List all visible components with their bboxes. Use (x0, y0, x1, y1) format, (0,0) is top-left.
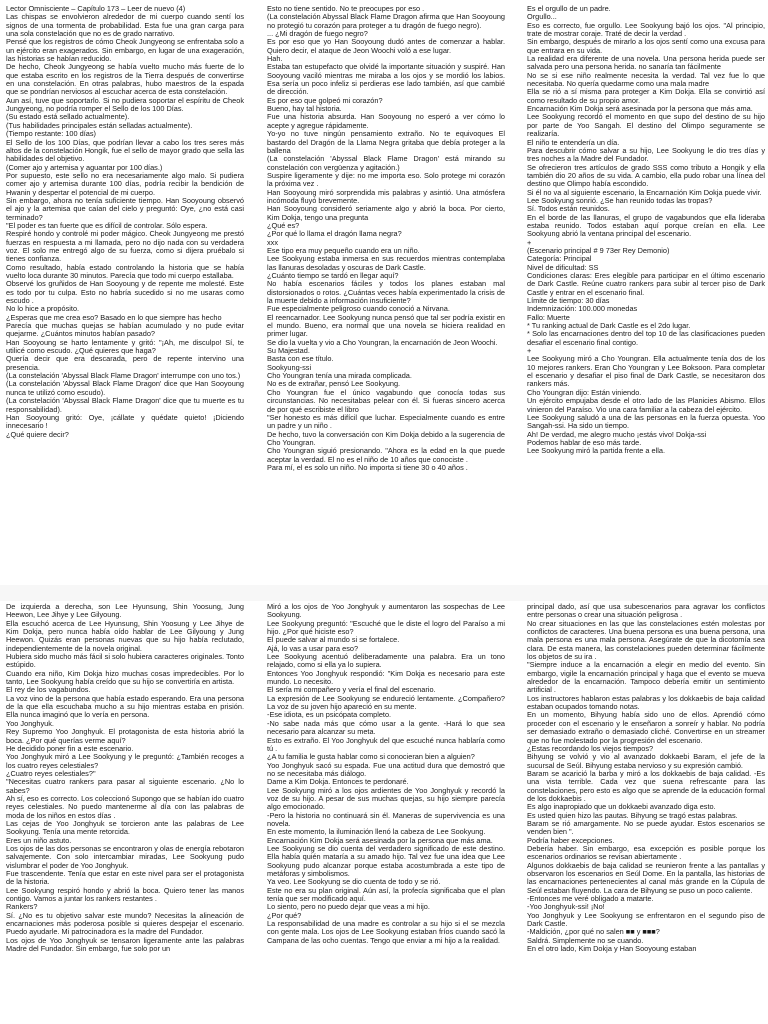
paragraph: Orgullo... (527, 12, 557, 22)
paragraph: Cho Youngran siguió presionando. "Ahora es la edad en la que puede aceptar la verdad. El no es el niño de 10 años que conociste . (267, 446, 505, 464)
paragraph: Lee Sookyung saludó a una de las personas en la fuerza opuesta. Yoo Sangah-ssi. Ha sido un tiempo. (527, 412, 765, 431)
paragraph: Lee Sookyung acentuó deliberadamente una palabra. Era un tono relajado, como si ella ya lo supiera. (267, 652, 505, 670)
paragraph: Un ejército empujaba desde el otro lado de las Planicies Abismo. Ellos vinieron del Paraíso. Vio una cara familiar a la cabeza del ejército. (527, 396, 765, 414)
paragraph: Sí. ¿No es tu objetivo salvar este mundo? Necesitas la alineación de encarnaciones más poderosa posible si quieres despejar el escenario. Puedo ayudarle. Mi patrocinadora es la madre del Fundador. (6, 910, 244, 937)
paragraph: El rey de los vagabundos. (6, 685, 91, 695)
paragraph: Fue una historia absurda. Han Sooyoung no esperó a ver cómo lo acepte y agregue rápidamente. (267, 112, 505, 130)
paragraph: Baram se rió amargamente. No se puede ayudar. Estos escenarios se venden bien ". (527, 818, 765, 837)
paragraph: Baram se acarició la barba y miró a los dokkaebis de baja calidad. -Es una vista terrible. Cada vez que suena refrescante para las constelaciones, pero esto es algo que se aprende de la educación formal de los dokkaebis . (527, 768, 765, 803)
paragraph: De hecho, Cheok Jungyeong se había vuelto mucho más fuerte de lo que estaba escrito en los registros de la Tierra después de convertirse en una constelación. En otras palabras, hubo maestros de la espada que se pondrían nerviosos al escuchar acerca de esta constelación. (6, 62, 244, 97)
paragraph: Los instructores hablaron estas palabras y los dokkaebis de baja calidad estaban ocupados tomando notas. (527, 693, 765, 712)
paragraph: Ella se rió a sí misma para proteger a Kim Dokja. Ella se convirtió así como resultado de su propio amor. (527, 87, 765, 105)
paragraph: De izquierda a derecha, son Lee Hyunsung, Shin Yoosung, Jung Heewon, Lee Jihye y Lee Gilyoung. (6, 603, 244, 620)
paragraph: (La constelación 'Abyssal Black Flame Dragon' interrumpe con uno tos.) (6, 371, 241, 381)
paragraph: + (527, 346, 532, 356)
paragraph: Sí. Todos están reunidos. (527, 204, 610, 214)
paragraph: Han Sooyoung se harto lentamente y gritó: "¡Ah, me disculpo! Sí, te utilicé como escudo. ¿Qué quieres que haga? (6, 337, 244, 356)
paragraph: Entonces Yoo Jonghyuk respondió: "Kim Dokja es necesario para este mundo. Lo necesito. (267, 668, 505, 687)
paragraph: (Escenario principal # 9 73er Rey Demonio) (527, 245, 670, 255)
paragraph: Lee Sookyung sonrió. ¿Se han reunido todas las tropas? (527, 195, 713, 205)
paragraph: * Tu ranking actual de Dark Castle es el 2do lugar. (527, 321, 691, 331)
paragraph: Este no era su plan original. Aún así, la profecía significaba que el plan tenía que ser modificado aquí. (267, 885, 505, 904)
paragraph: Podría haber excepciones. (527, 835, 615, 845)
paragraph: + (527, 237, 532, 247)
bottom-column-1 (6, 603, 244, 1021)
paragraph: * Solo las encarnaciones dentro del top 10 de las clasificaciones pueden desafiar el escenario final contigo. (527, 329, 765, 347)
paragraph: Para mí, el es solo un niño. No importa si tiene 30 o 40 años . (267, 462, 468, 472)
paragraph: Ah sí, eso es correcto. Los coleccionó Supongo que se habían ido cuatro reyes celestiales. No puedo mantenerme al día con las palabras de moda de los niños en estos días . (6, 793, 244, 820)
paragraph: Eres un niño astuto. (6, 835, 72, 845)
paragraph: Ajá, lo vas a usar para eso? (267, 643, 359, 653)
paragraph: -Yoo Jonghyuk-ssi! ¡No! (527, 902, 605, 912)
paragraph: Observé los gruñidos de Han Sooyoung y de repente me molesté. Este es todo por tu culpa. Esto no habría sucedido si no me usaras como escudo . (6, 279, 244, 306)
paragraph: Ya veo. Lee Sookyung se dio cuenta de todo y se rió. (267, 877, 441, 887)
paragraph: Condiciones claras: Eres elegible para participar en el último escenario de Dark Castle. Reúne cuatro rankers para subir al tercer piso de Dark Castle y entrar en el escenario final. (527, 271, 765, 297)
paragraph: Yo-yo no tuve ningún pensamiento extraño. No te equivoques El bastardo del Dragón de la Llama Negra gritaba que debía proteger a la ballena (267, 129, 505, 155)
paragraph: Pensé que los registros de cómo Cheok Jungyeong se enfrentaba solo a un ejército eran exagerados. Sin embargo, en lugar de una exageración, las historias se habían reducido. (6, 37, 244, 64)
paragraph: Los ojos de las dos personas se encontraron y olas de energía rebotaron salvajemente. Con solo intercambiar miradas, Lee Sookyung pudo vislumbrar el poder de Yoo Jonghyuk. (6, 843, 244, 870)
paragraph: Encarnación Kim Dokja será asesinada por la persona que más ama. (527, 104, 753, 114)
paragraph: Sookyung-ssi (267, 362, 312, 372)
paragraph: (Tus habilidades principales están selladas actualmente). (6, 120, 193, 130)
paragraph: ¿Por qué lo llama el dragón llama negra? (267, 229, 402, 239)
bottom-column-2 (267, 603, 505, 1021)
paragraph: -No sabe nada más que cómo usar a la gente. -Hará lo que sea necesario para alcanzar su meta. (267, 718, 505, 737)
paragraph: "Necesitas cuatro rankers para pasar al siguiente escenario. ¿No lo sabes? (6, 777, 244, 795)
paragraph: Han Sooyoung consideró seriamente algo y abrió la boca. Por cierto, Kim Dokja, tengo una pregunta (267, 204, 505, 222)
paragraph: (Tiempo restante: 100 días) (6, 129, 96, 139)
paragraph: Lee Sookyung respiró hondo y abrió la boca. Quiero tener las manos contigo. Vamos a juntar los rankers restantes . (6, 885, 244, 904)
paragraph: Respiré hondo y controlé mi poder mágico. Cheok Jungyeong me prestó fuerzas en respuesta a mi llamada, pero no dijo nada con su verdadera voz. El solo me entregó algo de su fuerza, como si dijera pruébalo si tienes confianza. (6, 229, 244, 264)
bottom-column-3 (527, 603, 765, 1021)
paragraph: Las chispas se envolvieron alrededor de mi cuerpo cuando sentí los signos de una tormenta de probabilidad. Esta fue una gran carga para una sola constelación que no es de grado narrativo. (6, 12, 244, 39)
paragraph: Dame a Kim Dokja. Entonces te perdonaré. (267, 777, 409, 787)
paragraph: Es usted quien hizo las pautas. Bihyung se tragó estas palabras. (527, 810, 738, 820)
paragraph: xxx (267, 237, 279, 247)
paragraph: Límite de tiempo: 30 días (527, 296, 610, 306)
paragraph: No es de extrañar, pensó Lee Sookyung. (267, 379, 401, 389)
paragraph: Bueno, hay tal historia. (267, 104, 342, 114)
paragraph: Miró a los ojos de Yoo Jonghyuk y aumentaron las sospechas de Lee Sookyung. (267, 603, 505, 620)
paragraph: principal dado, así que usa subescenarios para agravar los conflictos entre personas o crear una situación peligrosa . (527, 603, 765, 620)
paragraph: El Sello de los 100 Días, que podrían llevar a cabo los tres seres más altos de la constelación Hongik, fue el sello de mayor grado que sella las habilidades del objetivo. (6, 137, 244, 164)
paragraph: -Pero la historia no continuará sin él. Maneras de supervivencia es una novela. (267, 810, 505, 828)
paragraph: Su Majestad. (267, 346, 310, 356)
paragraph: Sin embargo, ahora no tenía suficiente tiempo. Han Sooyoung observó el ajo y la artemisa que caían del cielo y preguntó: Oye, ¿no está casi terminado? (6, 195, 244, 222)
paragraph: ¿Qué es? (267, 220, 300, 230)
paragraph: Los ojos de Yoo Jonghyuk se tensaron ligeramente ante las palabras Madre del Fundador. Sin embargo, fue solo por un (6, 935, 244, 954)
paragraph: Eso es correcto, fue orgullo. Lee Sookyung bajó los ojos. "Al principio, trate de mostrar coraje. Traté de decir la verdad . (527, 20, 765, 39)
paragraph: Se ofrecieron tres artículos de grado SSS como tributo a Hongik y ella también dio 20 años de su vida. A cambio, ella pudo robar una línea del destino que Olimpo había escondido. (527, 162, 765, 189)
paragraph: Lee Sookyung miró la partida frente a ella. (527, 446, 665, 456)
paragraph: Cuando era niño, Kim Dokja hizo muchas cosas impredecibles. Por lo tanto, Lee Sookyung había creído que su hijo se convertiría en artista. (6, 668, 244, 687)
paragraph: Para descubrir cómo salvar a su hijo, Lee Sookyung le dio tres días y tres noches a la Madre del Fundador. (527, 145, 765, 164)
paragraph: La responsabilidad de una madre es controlar a su hijo si el se mezcla con gente mala. Los ojos de Lee Sookyung estaban fríos cuando sacó la Campana de las ocho cuentas. Tengo que enviar a mi hijo a la realidad. (267, 919, 505, 945)
paragraph: Bihyung se volvió y vio al avanzado dokkaebi Baram, el jefe de la sucursal de Seúl. Bihyung estaba nervioso y su expresión cambió. (527, 752, 765, 770)
paragraph: Ah! De verdad, me alegro mucho ¡estás vivo! Dokja-ssi (527, 429, 707, 439)
paragraph: ¿Estas recordando los viejos tiempos? (527, 743, 654, 753)
paragraph: Ella escuchó acerca de Lee Hyunsung, Shin Yoosung y Lee Jihye de Kim Dokja, pero nunca había oído hablar de Lee Gilyoung y Jung Heewon. Quizás eran personas nuevas que su hijo había reclutado, independientemente de la novela original. (6, 618, 244, 653)
top-column-3 (527, 5, 765, 580)
paragraph: Nivel de dificultad: SS (527, 262, 599, 272)
paragraph: No se si ese niño realmente necesita la verdad. Tal vez fue lo que necesitaba. No quería quedarme como una mala madre (527, 70, 765, 89)
paragraph: No crear situaciones en las que las constelaciones estén molestas por conflictos de caracteres. Una buena persona es una buena persona, una mala persona es una mala persona. Asegúrate de que la dicotomía sea clara. De esta manera, las constelaciones pueden determinar fácilmente los objetos de su ira . (527, 618, 765, 662)
paragraph: Podemos hablar de eso más tarde. (527, 437, 642, 447)
paragraph: Lee Sookyung miró a Cho Youngran. Ella actualmente tenía dos de los 10 mejores rankers. Eran Cho Youngran y Lee Boksoon. Para completar el escenario y desafiar el piso final de Dark Castle, se necesitaron dos rankers más. (527, 354, 765, 389)
paragraph: ... ¿Mi dragón de fuego negro? (267, 29, 368, 39)
paragraph: Lee Sookyung miró a los ojos ardientes de Yoo Jonghyuk y recordó la voz de su hijo. A pesar de sus muchas quejas, su hijo siempre parecía algo emocionado. (267, 785, 505, 812)
paragraph: Fue trascendente. Tenía que estar en este nivel para ser el protagonista de la historia. (6, 869, 244, 887)
paragraph: ¿Por qué? (267, 910, 302, 920)
paragraph: Yoo Jonghyuk miró a Lee Sookyung y le preguntó: ¿También recoges a los cuatro reyes celestiales? (6, 752, 244, 770)
paragraph: Es por eso que golpeó mi corazón? (267, 95, 383, 105)
paragraph: Basta con ese título. (267, 354, 334, 364)
paragraph: No había escenarios fáciles y todos los planes estaban mal distorsionados o rotos. ¿Cuántas veces había experimentado la crisis de la muerte debido a información insuficiente? (267, 279, 505, 306)
paragraph: "Ser honesto es más difícil que luchar. Especialmente cuando es entre un padre y un niño . (267, 412, 505, 431)
paragraph: Cho Youngran fue el único vagabundo que conocía todas sus circunstancias. No necesitabas pelear con él. Si fueras sincero acerca de por qué escribiste el libro (267, 387, 505, 414)
paragraph: Categoría: Principal (527, 254, 592, 264)
page-separator (0, 585, 768, 601)
paragraph: La expresión de Lee Sookyung se endureció lentamente. ¿Compañero? La voz de su joven hijo apareció en su mente. (267, 693, 505, 712)
paragraph: La realidad era diferente de una novela. Una persona herida puede ser salvada pero una persona herida. no sanaría tan fácilmente (527, 54, 765, 72)
paragraph: Esto no tiene sentido. No te preocupes por eso . (267, 5, 425, 13)
paragraph: ¿Qué quiere decir? (6, 429, 69, 439)
paragraph: Es el orgullo de un padre. (527, 5, 611, 13)
paragraph: Indemnización: 100.000 monedas (527, 304, 638, 314)
paragraph: ¿A tu familia le gusta hablar como si conocieran bien a alguien? (267, 752, 475, 762)
paragraph: ¿Cuatro reyes celestiales?" (6, 768, 96, 778)
paragraph: El niño te entendería un día. (527, 137, 620, 147)
paragraph: El reencarnador. Lee Sookyung nunca pensó que tal ser podría existir en el mundo. Bueno, era normal que una novela se hiciera realidad en primer lugar. (267, 312, 505, 339)
top-column-2 (267, 5, 505, 580)
paragraph: En este momento, la iluminación llenó la cabeza de Lee Sookyung. (267, 827, 486, 837)
paragraph: Suspire ligeramente y dije: no me importa eso. Solo protege mi corazón la próxima vez . (267, 170, 505, 189)
paragraph: Han Sooyoung gritó: Oye, ¡cállate y quédate quieto! ¡Diciendo innecesario ! (6, 412, 244, 431)
paragraph: Saldrá. Simplemente no se cuando. (527, 935, 644, 945)
paragraph: Por supuesto, este sello no era necesariamente algo malo. Si pudiera comer ajo y artemisa durante 100 días, podría recibir la bendición de Hwanin y despertar el potencial de mi cuerpo. (6, 170, 244, 197)
paragraph: -Entonces me veré obligado a matarte. (527, 894, 654, 904)
paragraph: Parecía que muchas quejas se habían acumulado y no pude evitar quejarme. ¿Cuántos minutos habían pasado? (6, 321, 244, 339)
paragraph: Han Sooyoung miró sorprendida mis palabras y asintió. Una atmósfera incómoda fluyó brevemente. (267, 187, 505, 205)
paragraph: El sería mi compañero y vería el final del escenario. (267, 685, 436, 695)
paragraph: Cho Youngran tenía una mirada complicada. (267, 371, 412, 381)
paragraph: Encarnación Kim Dokja será asesinada por la persona que más ama. (267, 835, 493, 845)
paragraph: Cho Youngran dijo: Están viniendo. (527, 387, 642, 397)
paragraph: Es algo inapropiado que un dokkaebi avanzado diga esto. (527, 802, 716, 812)
paragraph: No lo hice a propósito. (6, 304, 80, 314)
paragraph: En el borde de las llanuras, el grupo de vagabundos que ella lideraba estaba reunido. Todos estaban aquí porque creían en ella. Lee Sookyung abrió la ventana principal del escenario. (527, 212, 765, 239)
paragraph: -Maldición, ¿por qué no salen ■■ y ■■■? (527, 927, 660, 937)
paragraph: (La constelación 'Abyssal Black Flame Dragon' dice que Han Sooyoung nunca te utilizó como escudo). (6, 379, 244, 397)
paragraph: Lo siento, pero no puedo dejar que veas a mi hijo. (267, 902, 430, 912)
paragraph: "El poder es tan fuerte que es difícil de controlar. Sólo espera. (6, 220, 208, 230)
paragraph: Aun así, tuve que soportarlo. Si no pudiera soportar el espíritu de Cheok Jungyeong, no podría romper el Sello de los 100 Días. (6, 95, 244, 114)
paragraph: Debería haber. Sin embargo, esa excepción es posible porque los escenarios ordinarios se revisan abiertamente . (527, 843, 765, 862)
paragraph: Las cejas de Yoo Jonghyuk se torcieron ante las palabras de Lee Sookyung. Tenía una mente retorcida. (6, 818, 244, 837)
paragraph: Lee Sookyung recordó el momento en que supo del destino de su hijo por parte de Yoo Sangah. El destino del Olimpo seguramente se realizaría. (527, 112, 765, 139)
paragraph: He decidido poner fin a este escenario. (6, 743, 134, 753)
paragraph: Yoo Jonghyuk y Lee Sookyung se enfrentaron en el segundo piso de Dark Castle. (527, 910, 765, 929)
paragraph: Hah. (267, 54, 283, 64)
paragraph: Fallo: Muerte (527, 312, 570, 322)
paragraph: Rankers? (6, 902, 38, 912)
paragraph: En un momento, Bihyung había sido uno de ellos. Aprendió cómo proceder con el escenario y le enseñaron a sonreír y hablar. No podría ser demasiado extraño o demasiado cliché. Convertirse en un streamer que no fue molestado por la progresión del escenario. (527, 710, 765, 745)
paragraph: Lee Sookyung preguntó: "Escuché que le diste el logro del Paraíso a mi hijo. ¿Por qué hiciste eso? (267, 618, 505, 637)
paragraph: (Su estado está sellado actualmente). (6, 112, 130, 122)
paragraph: Quería decir que era descarada, pero de repente intervino una presencia. (6, 354, 244, 372)
paragraph: Yoo Jonghyuk sacó su espada. Fue una actitud dura que demostró que no se necesitaba más diálogo. (267, 760, 505, 778)
paragraph: Esto es extraño. El Yoo Jonghyuk del que escuché nunca hablaría como tú . (267, 735, 505, 753)
paragraph: -Ese idiota, es un psicópata completo. (267, 710, 392, 720)
paragraph: El puede salvar al mundo si se fortalece. (267, 635, 400, 645)
paragraph: Es por eso que yo Han Sooyoung dudó antes de comenzar a hablar. Quiero decir, el ataque de Jeon Woochi voló a ese lugar. (267, 37, 505, 55)
paragraph: Yoo Jonghyuk. (6, 718, 54, 728)
paragraph: Algunos dokkaebis de baja calidad se reunieron frente a las pantallas y observaron los escenarios en Seúl Dome. En la pantalla, las historias de las encarnaciones pertenecientes al canal más grande en la Cúpula de Seúl estaban fluyendo. La cara de Bihyung se puso un poco caliente. (527, 860, 765, 895)
top-column-1 (6, 5, 244, 580)
paragraph: Rey Supremo Yoo Jonghyuk. El protagonista de esta historia abrió la boca. ¿Por qué querías verme aquí? (6, 727, 244, 745)
paragraph: (La constelación Abyssal Black Flame Dragon afirma que Han Sooyoung no protegió tu corazón para proteger a tu dragón de fuego negro). (267, 12, 505, 30)
paragraph: ¿Cuánto tiempo se tardó en llegar aquí? (267, 271, 399, 280)
paragraph: Sin embargo, después de mirarlo a los ojos sentí como una excusa para que entrara en su vida. (527, 37, 765, 55)
paragraph: Lee Sookyung estaba inmersa en sus recuerdos mientras contemplaba las llanuras desoladas y oscuras de Dark Castle. (267, 254, 505, 272)
paragraph: Lector Omnisciente – Capítulo 173 – Leer de nuevo (4) (6, 5, 186, 13)
paragraph: (Comer ajo y artemisa y aguantar por 100 días.) (6, 162, 163, 172)
paragraph: Lee Sookyung se dio cuenta del verdadero significado de este destino. Ella había quién mataría a su amado hijo. Tal vez fue una idea que Lee Sookyung pudo alcanzar porque estaba acostumbrada a este tipo de metáforas y simbolismos. (267, 843, 505, 878)
paragraph: Ese tipo era muy pequeño cuando era un niño. (267, 245, 420, 255)
paragraph: De hecho, tuvo la conversación con Kim Dokja debido a la sugerencia de Cho Youngran. (267, 429, 505, 447)
paragraph: Se dio la vuelta y vio a Cho Youngran, la encarnación de Jeon Woochi. (267, 337, 498, 347)
paragraph: (La constelación 'Abyssal Black Flame Dragon' está mirando su constelación con vergüenza y agitación.) (267, 154, 505, 172)
paragraph: "Siempre induce a la encarnación a elegir en medio del evento. Sin embargo, vigile la encarnación principal y haga que el evento se mueva alrededor de la encarnación. Tampoco debería emitir un sentimiento artificial . (527, 660, 765, 695)
paragraph: ¿Esperas que me crea eso? Basado en lo que siempre has hecho (6, 312, 222, 322)
paragraph: Si él no va al siguiente escenario, la Encarnación Kim Dokja puede vivir. (527, 187, 762, 197)
paragraph: (La constelación 'Abyssal Black Flame Dragon' dice que tu muerte es tu responsabilidad). (6, 396, 244, 414)
paragraph: La voz vino de la persona que había estado esperando. Era una persona de la que ella escuchaba mucho a su hijo mientras estaba en prisión. Ella nunca imaginó que lo vería en persona. (6, 693, 244, 720)
paragraph: En el otro lado, Kim Dokja y Han Sooyoung estaban (527, 944, 697, 954)
paragraph: Como resultado, había estado controlando la historia que se había vuelto loca durante 30 minutos. Parecía que todo mi cuerpo estallaba. (6, 262, 244, 280)
paragraph: Hubiera sido mucho más fácil si solo hubiera caracteres originales. Tonto estúpido. (6, 652, 244, 670)
paragraph: Estaba tan estupefacto que olvidé la importante situación y suspiré. Han Sooyoung vaciló mientras me miraba a los ojos y se mordió los labios. Esa sería un poco infeliz si perdieras ese lado también, así que cambié de dirección. (267, 62, 505, 97)
paragraph: Fue especialmente peligroso cuando conoció a Nirvana. (267, 304, 450, 314)
